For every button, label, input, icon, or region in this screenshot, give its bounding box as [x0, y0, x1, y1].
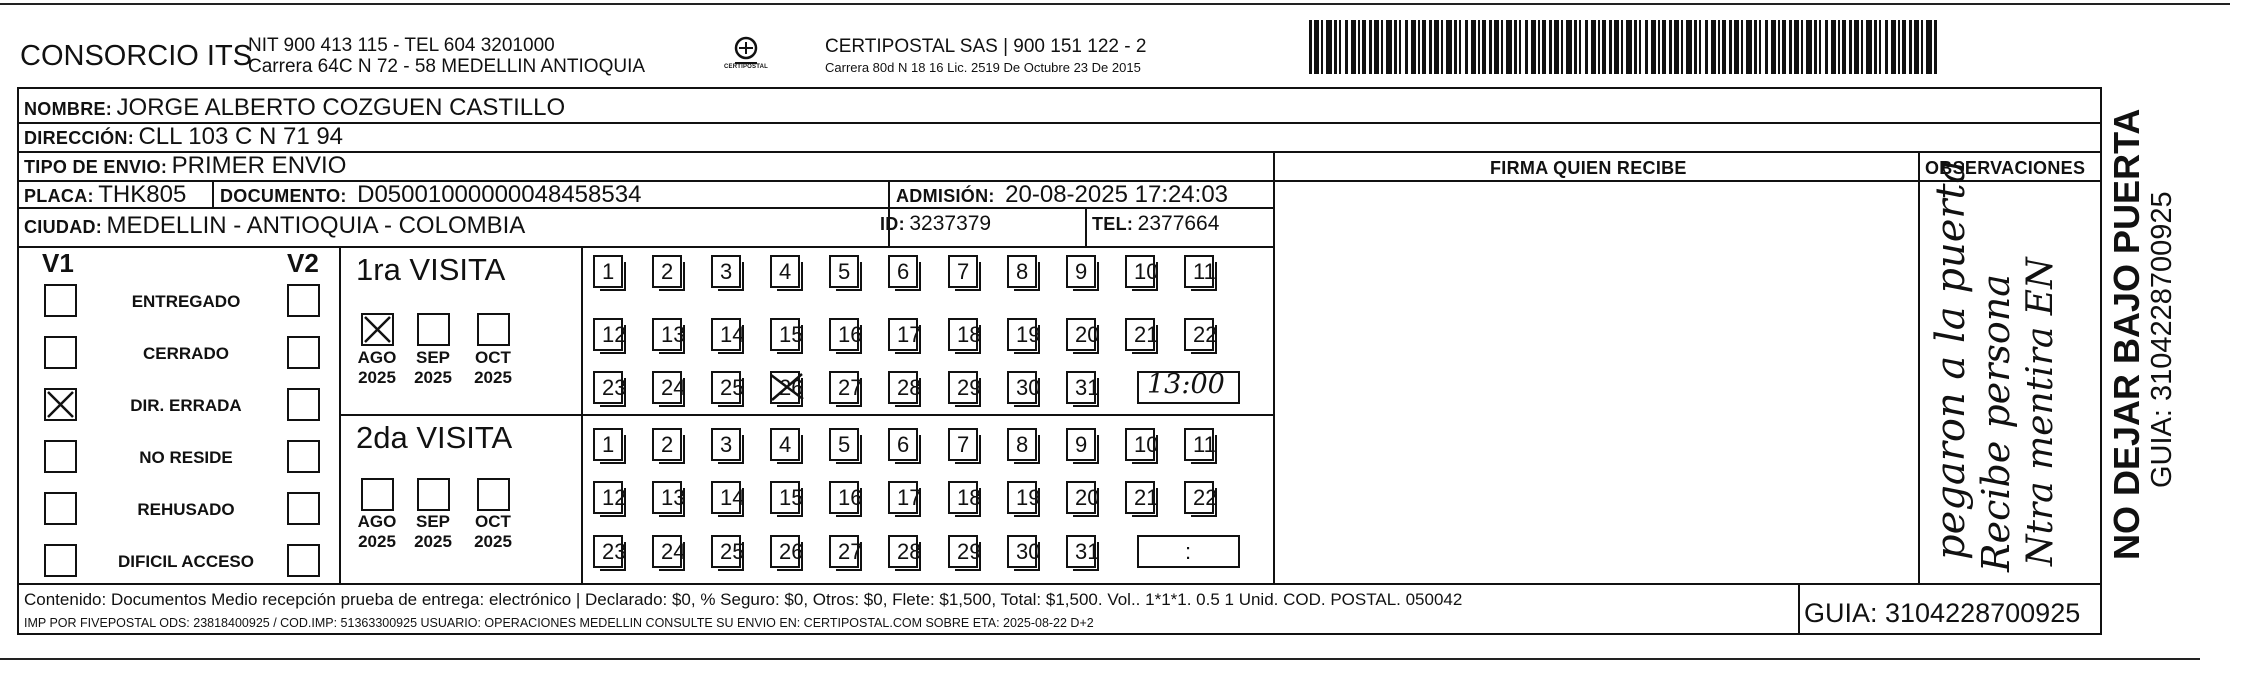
day-box[interactable] [711, 428, 741, 461]
documento-label: DOCUMENTO: [220, 186, 347, 206]
day-number: 29 [957, 539, 982, 564]
day-box[interactable] [652, 535, 686, 568]
day-number: 4 [779, 432, 792, 457]
day-number: 12 [602, 322, 627, 347]
day-number: 24 [661, 539, 686, 564]
side-warning: NO DEJAR BAJO PUERTA [2106, 108, 2147, 560]
day-number: 1 [602, 432, 615, 457]
day-box[interactable] [593, 535, 627, 568]
firma-label: FIRMA QUIEN RECIBE [1490, 158, 1687, 178]
day-box[interactable] [1007, 255, 1037, 288]
day-number: 28 [897, 375, 922, 400]
day-number: 25 [720, 375, 745, 400]
month-name: SEP [415, 512, 451, 531]
day-number: 11 [1193, 259, 1216, 284]
day-box[interactable] [888, 428, 918, 461]
status-option-label: DIFICIL ACCESO [117, 552, 254, 571]
visit-month-checkbox[interactable] [477, 478, 510, 511]
day-box[interactable] [652, 428, 682, 461]
v1-checkbox[interactable] [44, 544, 77, 577]
day-box[interactable] [829, 371, 863, 404]
day-number: 26 [779, 539, 804, 564]
visit-month-label [351, 348, 403, 388]
direccion-field [24, 123, 343, 151]
day-number: 20 [1075, 322, 1100, 347]
second-visit-label: 2da VISITA [356, 420, 513, 455]
admision-value: 20-08-2025 17:24:03 [1005, 181, 1229, 208]
day-number: 13 [661, 485, 686, 510]
admision-label: ADMISIÓN: [896, 186, 995, 206]
day-box[interactable] [1066, 318, 1100, 351]
day-box[interactable] [1066, 535, 1100, 568]
day-number: 23 [602, 539, 627, 564]
x-mark-icon [363, 315, 392, 344]
footer-guia: GUIA: 3104228700925 [1804, 598, 2081, 628]
day-number: 14 [720, 485, 745, 510]
placa-value: THK805 [98, 181, 187, 208]
day-box[interactable] [1125, 481, 1159, 514]
day-box[interactable] [1125, 318, 1159, 351]
day-box[interactable] [888, 371, 922, 404]
day-number: 27 [838, 539, 863, 564]
day-number: 29 [957, 375, 982, 400]
v2-checkbox[interactable] [287, 492, 320, 525]
col-line [1798, 583, 1800, 635]
day-box[interactable] [948, 535, 982, 568]
day-number: 11 [1193, 432, 1216, 457]
day-box[interactable] [829, 255, 859, 288]
bottom-rule [0, 658, 2200, 660]
day-box[interactable] [829, 535, 863, 568]
nombre-label: NOMBRE: [24, 99, 113, 119]
observaciones-label: OBSERVACIONES [1925, 158, 2086, 178]
v2-label: V2 [287, 248, 319, 278]
visit-month-label [467, 348, 519, 388]
side-guia-text: GUIA: 3104228700925 [2146, 191, 2178, 488]
day-number: 25 [720, 539, 745, 564]
day-box[interactable] [1184, 318, 1218, 351]
logo-text: CERTIPOSTAL [723, 64, 769, 70]
visit-month-checkbox[interactable] [361, 313, 394, 346]
second-visit-time-box[interactable] [1137, 535, 1240, 568]
month-year: 2025 [414, 368, 452, 387]
day-box[interactable] [888, 481, 922, 514]
visit-month-label [407, 348, 459, 388]
day-box[interactable] [770, 371, 804, 404]
day-box[interactable] [1007, 428, 1037, 461]
day-box[interactable] [770, 428, 800, 461]
day-number: 9 [1075, 259, 1088, 284]
day-number: 22 [1193, 322, 1218, 347]
id-value: 3237379 [909, 212, 992, 235]
day-number: 15 [779, 322, 804, 347]
day-box[interactable] [1007, 371, 1041, 404]
day-number: 18 [957, 322, 982, 347]
month-name: OCT [475, 512, 511, 531]
day-number: 4 [779, 259, 792, 284]
footer-line [17, 583, 2102, 585]
day-box[interactable] [652, 318, 686, 351]
day-number: 20 [1075, 485, 1100, 510]
day-box[interactable] [948, 481, 982, 514]
col-line [212, 180, 214, 208]
day-box[interactable] [770, 255, 800, 288]
day-number: 19 [1016, 485, 1041, 510]
admision-field [896, 181, 1228, 209]
day-box[interactable] [593, 481, 627, 514]
month-year: 2025 [358, 368, 396, 387]
month-year: 2025 [358, 532, 396, 551]
day-number: 31 [1075, 375, 1100, 400]
tipo-field [24, 152, 346, 180]
day-box[interactable] [1184, 428, 1214, 461]
col-line [1918, 151, 1920, 583]
v1-label: V1 [42, 248, 74, 278]
day-number: 22 [1193, 485, 1218, 510]
v1-checkbox[interactable] [44, 388, 77, 421]
row-line [339, 414, 1274, 416]
company-address: Carrera 64C N 72 - 58 MEDELLIN ANTIOQUIA [248, 56, 646, 77]
day-number: 17 [897, 485, 922, 510]
company-name: CONSORCIO ITS [20, 40, 253, 72]
day-box[interactable] [948, 371, 982, 404]
day-box[interactable] [711, 318, 745, 351]
month-name: OCT [475, 348, 511, 367]
observation-note-3: Ntra mentira EN [2020, 257, 2061, 566]
day-box[interactable] [652, 481, 686, 514]
day-number: 5 [838, 432, 851, 457]
status-option-label: REHUSADO [137, 500, 235, 519]
day-number: 19 [1016, 322, 1041, 347]
id-label: ID: [880, 214, 905, 234]
direccion-value: CLL 103 C N 71 94 [138, 123, 344, 150]
certipostal-logo [725, 34, 767, 76]
documento-field [220, 181, 641, 209]
month-name: AGO [357, 512, 397, 531]
day-number: 16 [838, 485, 863, 510]
day-box[interactable] [1007, 481, 1041, 514]
v1-checkbox[interactable] [44, 440, 77, 473]
day-box[interactable] [948, 255, 978, 288]
certipostal-line2: Carrera 80d N 18 16 Lic. 2519 De Octubre 23 De 2015 [825, 60, 1141, 75]
day-number: 3 [720, 259, 733, 284]
visit-month-checkbox[interactable] [477, 313, 510, 346]
day-number: 30 [1016, 539, 1041, 564]
day-box[interactable] [1184, 255, 1214, 288]
day-number: 6 [897, 432, 910, 457]
day-number: 10 [1134, 432, 1159, 457]
v1-checkbox[interactable] [44, 492, 77, 525]
day-box[interactable] [652, 371, 686, 404]
day-box[interactable] [711, 255, 741, 288]
day-number: 21 [1134, 322, 1159, 347]
visit-month-checkbox[interactable] [417, 478, 450, 511]
day-number: 30 [1016, 375, 1041, 400]
day-number: 13 [661, 322, 686, 347]
month-name: SEP [415, 348, 451, 367]
day-box[interactable] [888, 255, 918, 288]
day-box[interactable] [1125, 255, 1159, 288]
day-box[interactable] [1125, 428, 1159, 461]
tel-label: TEL: [1092, 214, 1134, 234]
placa-field [24, 181, 186, 209]
day-box[interactable] [1007, 535, 1041, 568]
visit-month-label [351, 512, 403, 552]
observation-note-1: pegaron a la puerta [1928, 159, 1974, 560]
day-number: 24 [661, 375, 686, 400]
barcode [1309, 20, 1941, 74]
day-box[interactable] [711, 535, 745, 568]
ciudad-value: MEDELLIN - ANTIOQUIA - COLOMBIA [106, 212, 526, 239]
col-line [1085, 207, 1087, 246]
day-number: 3 [720, 432, 733, 457]
status-option-label: DIR. ERRADA [130, 396, 242, 415]
row-line [1273, 180, 2102, 182]
day-box[interactable] [593, 318, 627, 351]
tel-field [1092, 212, 1219, 236]
day-box[interactable] [829, 318, 863, 351]
day-number: 18 [957, 485, 982, 510]
ciudad-field [24, 212, 525, 240]
day-box[interactable] [1066, 481, 1100, 514]
day-box[interactable] [593, 255, 623, 288]
placa-label: PLACA: [24, 186, 94, 206]
v1-checkbox[interactable] [44, 284, 77, 317]
status-option-label: NO RESIDE [139, 448, 233, 467]
x-mark-icon [769, 371, 805, 403]
day-number: 6 [897, 259, 910, 284]
day-number: 8 [1016, 259, 1029, 284]
day-box[interactable] [1066, 371, 1100, 404]
day-number: 10 [1134, 259, 1159, 284]
day-box[interactable] [652, 255, 682, 288]
day-number: 1 [602, 259, 615, 284]
ciudad-label: CIUDAD: [24, 217, 103, 237]
day-box[interactable] [593, 428, 623, 461]
top-rule [0, 3, 2230, 5]
day-box[interactable] [593, 371, 627, 404]
day-number: 21 [1134, 485, 1159, 510]
day-box[interactable] [770, 481, 804, 514]
visit-month-label [467, 512, 519, 552]
day-number: 16 [838, 322, 863, 347]
footer-print-info: IMP POR FIVEPOSTAL ODS: 23818400925 / COD.IMP: 51363300925 USUARIO: OPERACIONES MEDELLIN CONSULTE SU ENVIO EN: CERTIPOSTAL.COM SOBRE ETA: 2025-08-22 D+2 [24, 616, 1094, 630]
first-visit-time: 13:00 [1147, 369, 1225, 400]
visit-month-checkbox[interactable] [361, 478, 394, 511]
day-number: 9 [1075, 432, 1088, 457]
company-nit: NIT 900 413 115 - TEL 604 3201000 [248, 35, 555, 56]
observation-note-2: Recibe persona [1974, 274, 2018, 572]
day-box[interactable] [711, 371, 745, 404]
month-name: AGO [357, 348, 397, 367]
day-number: 27 [838, 375, 863, 400]
v2-checkbox[interactable] [287, 284, 320, 317]
day-number: 31 [1075, 539, 1100, 564]
second-visit-time: : [1185, 539, 1192, 564]
day-box[interactable] [948, 428, 978, 461]
day-number: 2 [661, 259, 674, 284]
v2-checkbox[interactable] [287, 336, 320, 369]
day-box[interactable] [770, 535, 804, 568]
day-box[interactable] [1007, 318, 1041, 351]
v2-checkbox[interactable] [287, 388, 320, 421]
first-visit-time-box[interactable] [1137, 371, 1240, 404]
v1-checkbox[interactable] [44, 336, 77, 369]
day-box[interactable] [829, 481, 863, 514]
day-box[interactable] [1066, 428, 1096, 461]
first-visit-label: 1ra VISITA [356, 252, 506, 287]
footer-content: Contenido: Documentos Medio recepción prueba de entrega: electrónico | Declarado: $0, % Seguro: $0, Otros: $0, Flete: $1,500, Total: $1,500. Vol.. 1*1*1. 0.5 1 Unid. COD. POSTAL. 050042 [24, 590, 1463, 609]
nombre-field [24, 94, 565, 122]
day-box[interactable] [770, 318, 804, 351]
day-number: 28 [897, 539, 922, 564]
id-field [880, 212, 991, 236]
day-number: 23 [602, 375, 627, 400]
day-number: 7 [957, 432, 970, 457]
status-option-label: ENTREGADO [131, 292, 241, 311]
status-option-label: CERRADO [143, 344, 229, 363]
x-mark-icon [46, 390, 75, 419]
certipostal-line1: CERTIPOSTAL SAS | 900 151 122 - 2 [825, 36, 1147, 57]
day-box[interactable] [829, 428, 859, 461]
day-number: 14 [720, 322, 745, 347]
day-number: 7 [957, 259, 970, 284]
day-box[interactable] [711, 481, 745, 514]
day-box[interactable] [888, 535, 922, 568]
tipo-value: PRIMER ENVIO [171, 152, 347, 179]
day-box[interactable] [888, 318, 922, 351]
day-number: 26 [779, 375, 804, 400]
day-number: 2 [661, 432, 674, 457]
v2-checkbox[interactable] [287, 544, 320, 577]
nombre-value: JORGE ALBERTO COZGUEN CASTILLO [116, 94, 566, 121]
day-number: 15 [779, 485, 804, 510]
documento-value: D05001000000048458534 [357, 181, 642, 208]
day-box[interactable] [948, 318, 982, 351]
day-number: 12 [602, 485, 627, 510]
day-number: 8 [1016, 432, 1029, 457]
day-number: 17 [897, 322, 922, 347]
day-box[interactable] [1066, 255, 1096, 288]
month-year: 2025 [414, 532, 452, 551]
col-line [1273, 151, 1275, 583]
visit-month-checkbox[interactable] [417, 313, 450, 346]
tel-value: 2377664 [1137, 212, 1220, 235]
v2-checkbox[interactable] [287, 440, 320, 473]
month-year: 2025 [474, 532, 512, 551]
visit-month-label [407, 512, 459, 552]
direccion-label: DIRECCIÓN: [24, 128, 134, 148]
row-line [17, 246, 1274, 248]
month-year: 2025 [474, 368, 512, 387]
tipo-label: TIPO DE ENVIO: [24, 157, 168, 177]
day-box[interactable] [1184, 481, 1218, 514]
day-number: 5 [838, 259, 851, 284]
